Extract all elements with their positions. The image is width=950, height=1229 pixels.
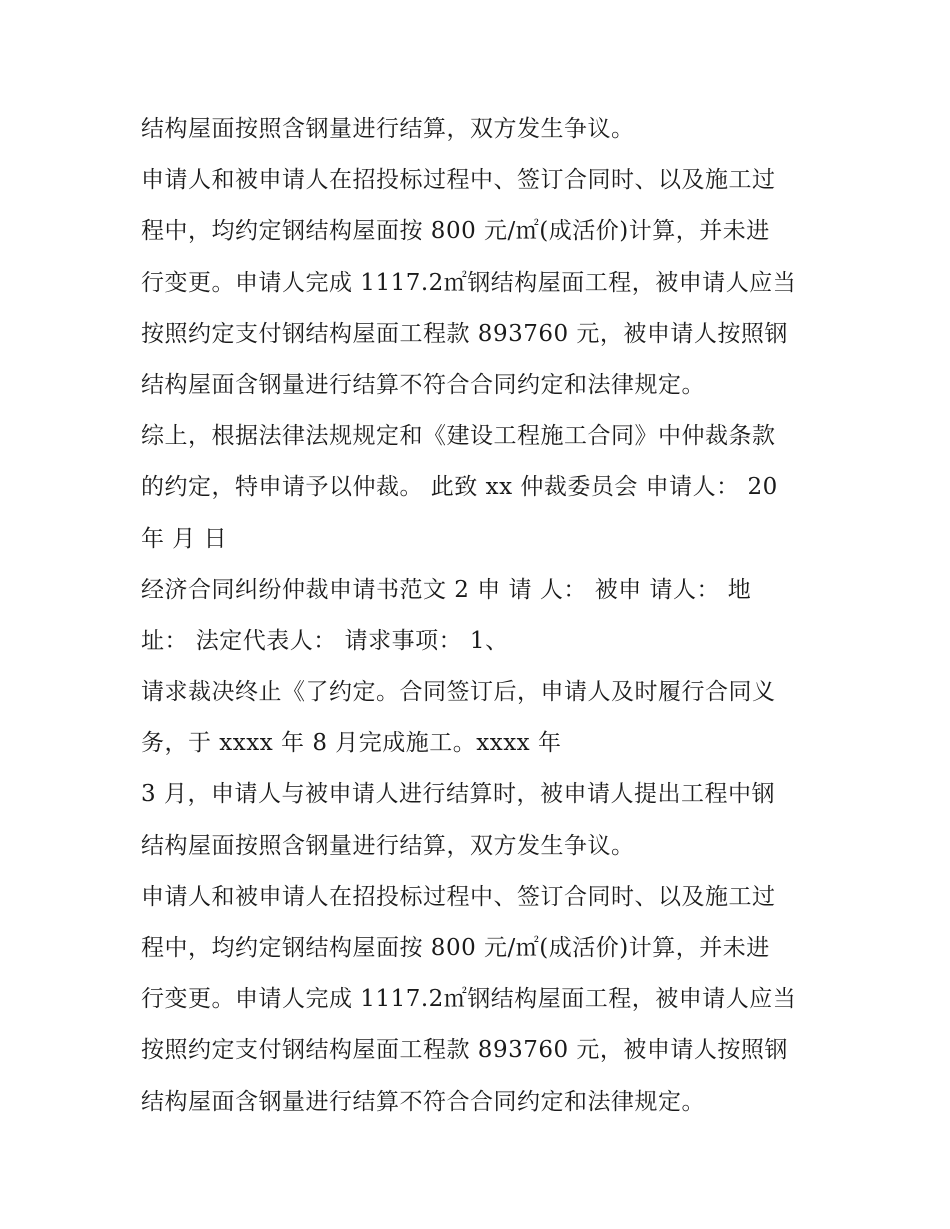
text-line: 结构屋面按照含钢量进行结算，双方发生争议。 — [141, 116, 635, 142]
text-line: 按照约定支付钢结构屋面工程款 893760 元，被申请人按照钢 — [141, 1037, 788, 1064]
text-line: 行变更。申请人完成 1117.2㎡钢结构屋面工程，被申请人应当 — [141, 986, 797, 1013]
text-line: 程中，均约定钢结构屋面按 800 元/㎡(成活价)计算，并未进 — [141, 935, 770, 961]
text-line: 结构屋面含钢量进行结算不符合合同约定和法律规定。 — [141, 371, 705, 398]
text-line: 年 月 日 — [141, 525, 228, 552]
text-line: 3 月，申请人与被申请人进行结算时，被申请人提出工程中钢 — [141, 781, 775, 808]
text-line: 程中，均约定钢结构屋面按 800 元/㎡(成活价)计算，并未进 — [141, 218, 770, 245]
text-line: 结构屋面含钢量进行结算不符合合同约定和法律规定。 — [141, 1088, 705, 1115]
text-line: 申请人和被申请人在招投标过程中、签订合同时、以及施工过 — [141, 167, 776, 194]
document-body — [141, 104, 821, 1128]
text-line: 务，于 xxxx 年 8 月完成施工。xxxx 年 — [141, 730, 562, 757]
text-line: 址： 法定代表人： 请求事项： 1、 — [141, 627, 509, 654]
text-line: 结构屋面按照含钢量进行结算，双方发生争议。 — [141, 832, 635, 859]
text-line: 申请人和被申请人在招投标过程中、签订合同时、以及施工过 — [141, 883, 776, 910]
text-line: 按照约定支付钢结构屋面工程款 893760 元，被申请人按照钢 — [141, 320, 788, 347]
text-line: 请求裁决终止《了约定。合同签订后，申请人及时履行合同义 — [141, 679, 776, 706]
text-line: 行变更。申请人完成 1117.2㎡钢结构屋面工程，被申请人应当 — [141, 269, 797, 296]
text-line: 综上，根据法律法规规定和《建设工程施工合同》中仲裁条款 — [141, 423, 776, 450]
text-line: 的约定，特申请予以仲裁。 此致 xx 仲裁委员会 申请人： 20 — [141, 474, 778, 501]
text-line: 经济合同纠纷仲裁申请书范文 2 申 请 人： 被申 请人： 地 — [141, 576, 752, 603]
